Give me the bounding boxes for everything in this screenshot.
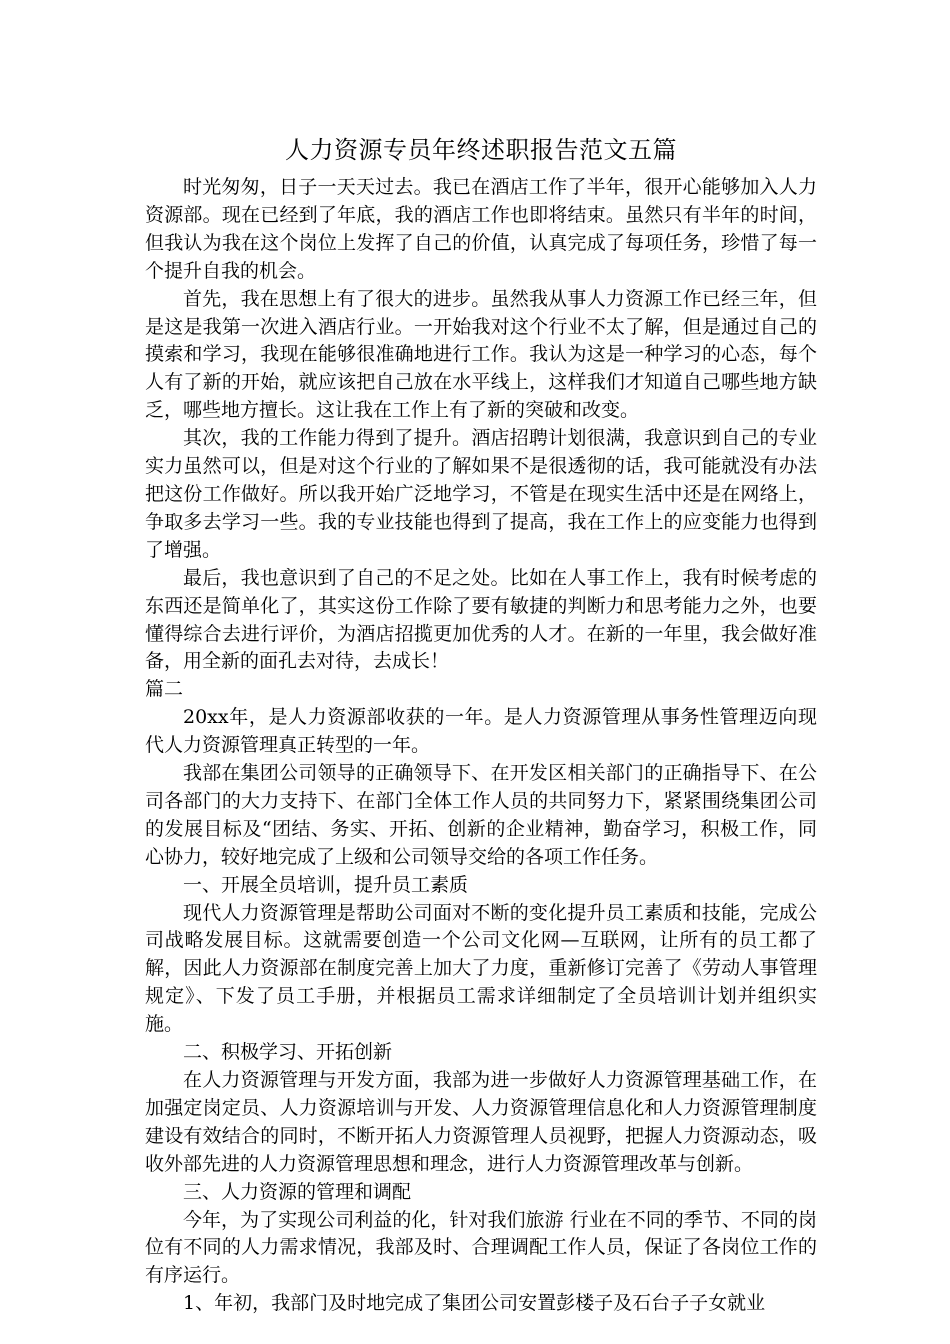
paragraph-item-one: 1、年初，我部门及时地完成了集团公司安置彭楼子及石台子子女就业 — [183, 1292, 766, 1315]
document-title: 人力资源专员年终述职报告范文五篇 — [285, 136, 677, 164]
subheading-allocation: 三、人力资源的管理和调配 — [183, 1180, 412, 1203]
paragraph-intro: 时光匆匆，日子一天天过去。我已在酒店工作了半年，很开心能够加入人力资源部。现在已经到了年底，我的酒店工作也即将结束。虽然只有半年的时间，但我认为我在这个岗位上发挥了自己的价值，认真完成了每项任务，珍惜了每一个提升自我的机会。 — [145, 176, 817, 282]
paragraph-training: 现代人力资源管理是帮助公司面对不断的变化提升员工素质和技能，完成公司战略发展目标。这就需要创造一个公司文化网—互联网，让所有的员工都了解，因此人力资源部在制度完善上加大了力度，重新修订完善了《劳动人事管理规定》、下发了员工手册，并根据员工需求详细制定了全员培训计划并组织实施。 — [145, 901, 817, 1036]
paragraph-year-summary: 20xx年，是人力资源部收获的一年。是人力资源管理从事务性管理迈向现代人力资源管理真正转型的一年。 — [145, 706, 817, 757]
subheading-innovation: 二、积极学习、开拓创新 — [183, 1041, 393, 1064]
document-page — [145, 132, 817, 1318]
paragraph-department: 我部在集团公司领导的正确领导下、在开发区相关部门的正确指导下、在公司各部门的大力支持下、在部门全体工作人员的共同努力下，紧紧围绕集团公司的发展目标及“团结、务实、开拓、创新的企业精神，勤奋学习，积极工作，同心协力，较好地完成了上级和公司领导交给的各项工作任务。 — [145, 762, 817, 868]
paragraph-allocation: 今年，为了实现公司利益的化，针对我们旅游 行业在不同的季节、不同的岗位有不同的人力需求情况，我部及时、合理调配工作人员，保证了各岗位工作的有序运行。 — [145, 1208, 817, 1287]
paragraph-first: 首先，我在思想上有了很大的进步。虽然我从事人力资源工作已经三年，但是这是我第一次进入酒店行业。一开始我对这个行业不太了解，但是通过自己的摸索和学习，我现在能够很准确地进行工作。我认为这是一种学习的心态，每个人有了新的开始，就应该把自己放在水平线上，这样我们才知道自己哪些地方缺乏，哪些地方擅长。这让我在工作上有了新的突破和改变。 — [145, 287, 817, 422]
subheading-training: 一、开展全员培训，提升员工素质 — [183, 873, 469, 896]
paragraph-innovation: 在人力资源管理与开发方面，我部为进一步做好人力资源管理基础工作，在加强定岗定员、人力资源培训与开发、人力资源管理信息化和人力资源管理制度建设有效结合的同时，不断开拓人力资源管理人员视野，把握人力资源动态，吸收外部先进的人力资源管理思想和理念，进行人力资源管理改革与创新。 — [145, 1069, 817, 1175]
paragraph-second: 其次，我的工作能力得到了提升。酒店招聘计划很满，我意识到自己的专业实力虽然可以，但是对这个行业的了解如果不是很透彻的话，我可能就没有办法把这份工作做好。所以我开始广泛地学习，不管是在现实生活中还是在网络上，争取多去学习一些。我的专业技能也得到了提高，我在工作上的应变能力也得到了增强。 — [145, 427, 817, 561]
paragraph-last: 最后，我也意识到了自己的不足之处。比如在人事工作上，我有时候考虑的东西还是简单化了，其实这份工作除了要有敏捷的判断力和思考能力之外，也要懂得综合去进行评价，为酒店招揽更加优秀的人才。在新的一年里，我会做好准备，用全新的面孔去对待，去成长！ — [145, 566, 817, 673]
section-heading-part-two: 篇二 — [145, 678, 184, 701]
